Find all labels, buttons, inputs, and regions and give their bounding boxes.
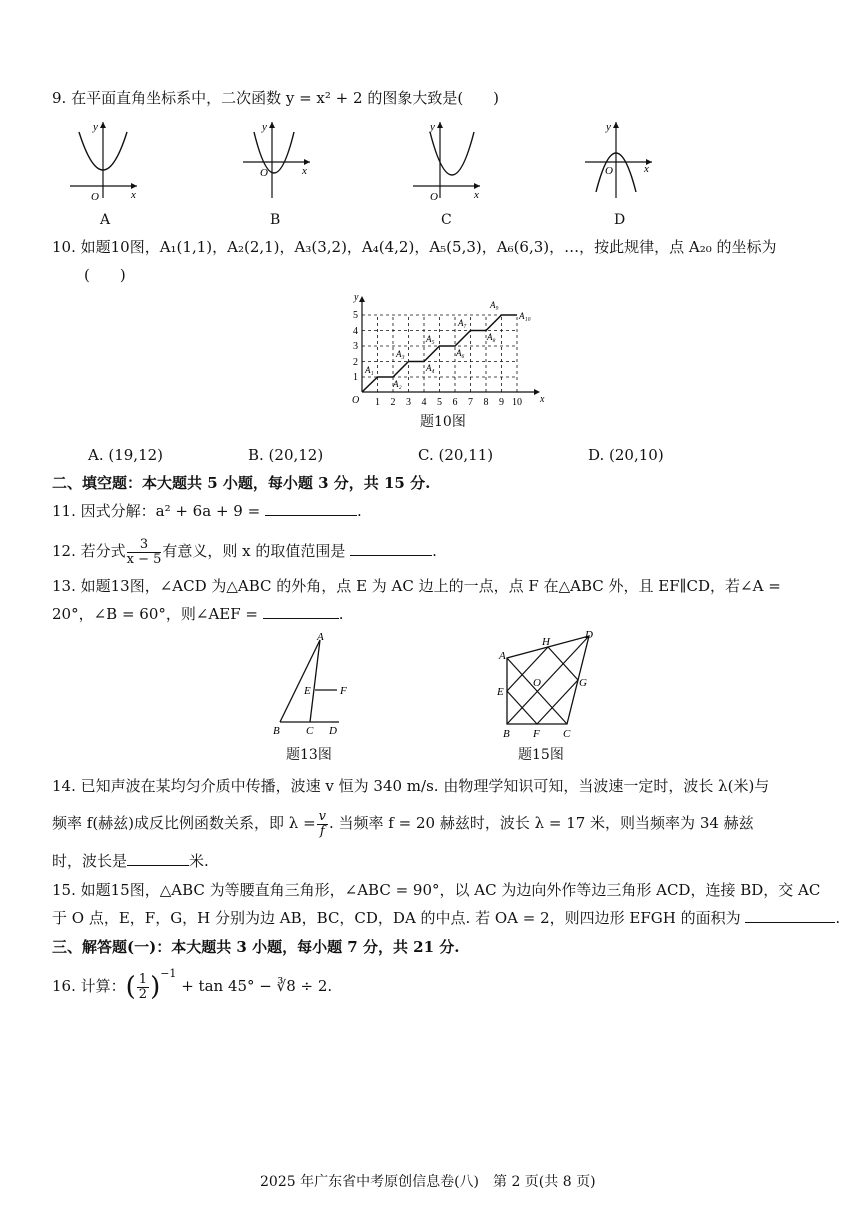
svg-text:y: y (354, 292, 359, 303)
svg-text:E: E (497, 686, 504, 698)
svg-text:B: B (503, 728, 510, 740)
svg-text:4: 4 (353, 326, 358, 337)
q10-answer-paren: ( ) (84, 266, 126, 284)
q9-stem: 9. 在平面直角坐标系中，二次函数 y = x² + 2 的图象大致是( ) (52, 89, 500, 107)
svg-text:x: x (540, 394, 545, 405)
q14-line3-pre: 时，波长是 (52, 852, 128, 870)
svg-text:E: E (304, 685, 311, 697)
q9-option-d[interactable]: D (614, 212, 626, 228)
svg-text:5: 5 (353, 310, 358, 321)
svg-text:2: 2 (390, 397, 396, 408)
q16-post: + tan 45° − ∛8 ÷ 2. (181, 977, 333, 995)
q15-line2-text: 于 O 点，E，F，G，H 分别为边 AB，BC，CD，DA 的中点. 若 OA = 2，则四边形 EFGH 的面积为 (52, 909, 741, 927)
q12-post: 有意义，则 x 的取值范围是 (162, 542, 346, 560)
svg-text:A₈: A₈ (487, 332, 496, 342)
svg-text:10: 10 (512, 397, 522, 408)
svg-text:A₉: A₉ (490, 300, 499, 310)
q12-answer-blank[interactable] (350, 541, 432, 556)
q15-figure-caption: 题15图 (518, 747, 564, 763)
svg-text:6: 6 (452, 397, 458, 408)
q16-fraction (137, 973, 149, 1002)
svg-text:A₄: A₄ (426, 363, 435, 373)
svg-text:C: C (563, 728, 571, 740)
svg-text:8: 8 (483, 397, 489, 408)
svg-text:7: 7 (468, 397, 473, 408)
q11-stem: 11. 因式分解：a² + 6a + 9 = (52, 502, 261, 520)
svg-text:F: F (340, 685, 347, 697)
svg-text:y: y (430, 121, 435, 133)
q10-option-d[interactable]: D. (20,10) (588, 446, 664, 464)
section2-heading: 二、填空题：本大题共 5 小题，每小题 3 分，共 15 分. (52, 474, 431, 492)
q16 (52, 962, 332, 1006)
q16-exponent: −1 (160, 967, 177, 980)
svg-text:3: 3 (353, 341, 358, 352)
svg-text:O: O (430, 191, 438, 203)
svg-text:A: A (317, 631, 324, 643)
svg-text:5: 5 (437, 397, 442, 408)
q12-frac-num: 3 (127, 538, 162, 553)
q16-paren-close: ) (150, 972, 161, 1002)
q12-end: . (432, 542, 437, 560)
svg-text:D: D (329, 725, 337, 737)
q14-line3 (52, 851, 209, 871)
q9-graph-b (238, 118, 318, 200)
svg-text:A₆: A₆ (456, 348, 465, 358)
q15-end: . (835, 909, 841, 927)
q9-graph-a (65, 118, 145, 203)
svg-text:A₇: A₇ (458, 318, 467, 328)
svg-text:4: 4 (421, 397, 427, 408)
q14-line2 (52, 806, 754, 840)
q13-line2-text: 20°，∠B = 60°，则∠AEF = (52, 605, 258, 623)
svg-text:9: 9 (499, 397, 504, 408)
svg-text:O: O (260, 167, 268, 179)
svg-text:O: O (605, 165, 613, 177)
q14-line3-post: 米. (189, 852, 209, 870)
q9-graph-d (580, 118, 660, 200)
svg-text:x: x (474, 189, 479, 201)
svg-text:A₅: A₅ (426, 334, 435, 344)
q9-option-a[interactable]: A (100, 212, 111, 228)
q10-option-b[interactable]: B. (20,12) (248, 446, 324, 464)
q14-frac-num: v (318, 808, 326, 824)
q16-paren-open: ( (125, 972, 136, 1002)
q13-figure-caption: 题13图 (286, 747, 332, 763)
svg-text:D: D (585, 629, 593, 641)
q11-answer-blank[interactable] (265, 501, 357, 516)
q14-line2-pre: 频率 f(赫兹)成反比例函数关系，即 λ = (52, 814, 316, 832)
q10-option-a[interactable]: A. (19,12) (88, 446, 164, 464)
svg-text:x: x (302, 165, 307, 177)
q14-frac-den: f (319, 823, 325, 839)
svg-text:2: 2 (353, 357, 358, 368)
q10-figure-caption: 题10图 (420, 414, 466, 430)
q14-fraction (317, 810, 328, 839)
q13-end: . (338, 605, 344, 623)
q10-figure (340, 290, 560, 410)
svg-text:A₁₀: A₁₀ (519, 311, 531, 321)
q16-frac-num: 1 (138, 971, 148, 987)
q15-answer-blank[interactable] (745, 908, 835, 923)
svg-text:G: G (579, 677, 587, 689)
svg-text:A₁: A₁ (365, 365, 374, 375)
svg-text:O: O (352, 395, 360, 406)
q15-line2 (52, 908, 840, 928)
q15-line1: 15. 如题15图，△ABC 为等腰直角三角形，∠ABC = 90°，以 AC 为边向外作等边三角形 ACD，连接 BD，交 AC (52, 881, 821, 899)
svg-text:y: y (93, 121, 98, 133)
svg-text:1: 1 (353, 372, 358, 383)
svg-text:H: H (542, 636, 550, 648)
q11-end: . (356, 502, 362, 520)
svg-text:O: O (533, 677, 541, 689)
q13-line1: 13. 如题13图，∠ACD 为△ABC 的外角，点 E 为 AC 边上的一点，点 F 在△ABC 外，且 EF∥CD，若∠A = (52, 577, 781, 595)
svg-text:1: 1 (375, 397, 380, 408)
svg-text:B: B (273, 725, 280, 737)
q12-fraction (127, 538, 162, 567)
q14-answer-blank[interactable] (127, 851, 189, 866)
svg-text:x: x (644, 163, 649, 175)
q15-figure (495, 628, 605, 742)
section3-heading: 三、解答题(一)：本大题共 3 小题，每小题 7 分，共 21 分. (52, 938, 460, 956)
svg-text:3: 3 (406, 397, 411, 408)
svg-text:y: y (606, 121, 611, 133)
q16-pre: 16. 计算： (52, 977, 126, 995)
q9-graph-c (408, 118, 488, 203)
q16-frac-den: 2 (138, 986, 148, 1002)
q13-line2 (52, 604, 344, 624)
svg-text:A: A (499, 650, 506, 662)
svg-text:C: C (306, 725, 314, 737)
svg-text:y: y (262, 121, 267, 133)
svg-text:F: F (533, 728, 540, 740)
svg-text:A₃: A₃ (396, 349, 405, 359)
svg-text:O: O (91, 191, 99, 203)
q11 (52, 501, 362, 521)
q12 (52, 534, 437, 568)
q13-answer-blank[interactable] (263, 604, 339, 619)
q10-stem: 10. 如题10图，A₁(1,1)，A₂(2,1)，A₃(3,2)，A₄(4,2)，A₅(5,3)，A₆(6,3)，…，按此规律，点 A₂₀ 的坐标为 (52, 238, 777, 256)
svg-text:x: x (131, 189, 136, 201)
svg-text:A₂: A₂ (393, 379, 402, 389)
q13-figure (265, 630, 365, 742)
page-footer: 2025 年广东省中考原创信息卷(八) 第 2 页(共 8 页) (260, 1174, 596, 1190)
q14-line1: 14. 已知声波在某均匀介质中传播，波速 v 恒为 340 m/s. 由物理学知识可知，当波速一定时，波长 λ(米)与 (52, 777, 770, 795)
q10-option-c[interactable]: C. (20,11) (418, 446, 494, 464)
q9-option-b[interactable]: B (270, 212, 281, 228)
q12-pre: 12. 若分式 (52, 542, 126, 560)
q9-option-c[interactable]: C (441, 212, 452, 228)
q14-line2-post: . 当频率 f = 20 赫兹时，波长 λ = 17 米，则当频率为 34 赫兹 (329, 814, 754, 832)
q12-frac-den: x − 5 (126, 551, 162, 567)
